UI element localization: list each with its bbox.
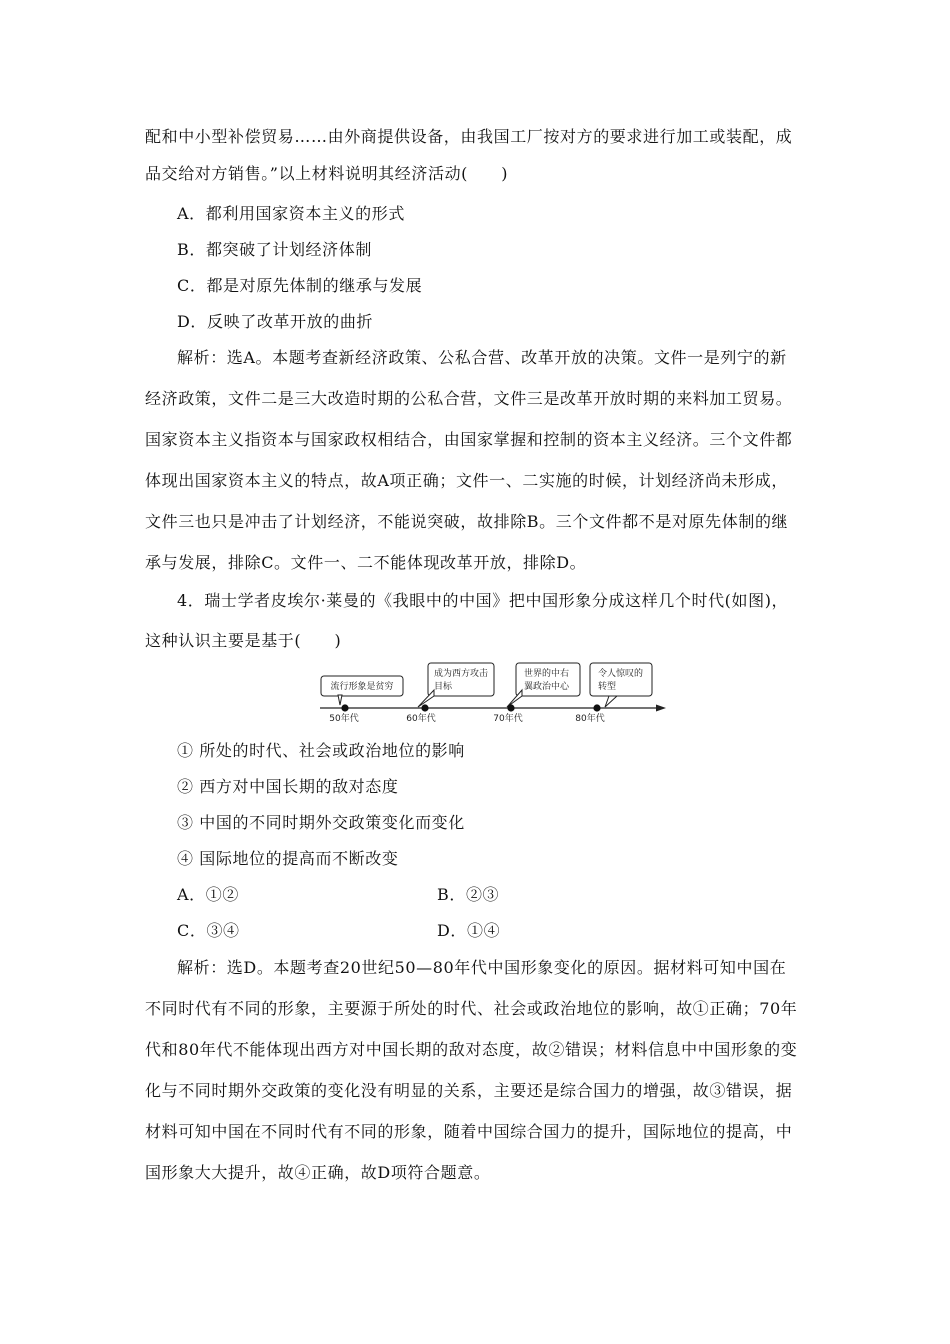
- timeline-label: 80年代: [575, 714, 605, 722]
- statement-4: ④ 国际地位的提高而不断改变: [177, 849, 399, 868]
- analysis-line: 文件三也只是冲击了计划经济，不能说突破，故排除B。三个文件都不是对原先体制的继: [145, 512, 789, 531]
- timeline-arrow-icon: [656, 705, 666, 712]
- option-c: C．都是对原先体制的继承与发展: [177, 276, 423, 295]
- timeline-box-2: [418, 663, 494, 707]
- timeline-dot: [421, 704, 428, 711]
- timeline-box-3-text-2: 翼政治中心: [524, 682, 570, 692]
- timeline-label: 50年代: [329, 714, 359, 722]
- analysis-line: 材料可知中国在不同时代有不同的形象，随着中国综合国力的提升，国际地位的提高，中: [145, 1122, 793, 1141]
- question-4-stem: 这种认识主要是基于( ): [145, 631, 342, 650]
- timeline-box-4: [590, 663, 652, 707]
- option-a: A．①②: [177, 885, 239, 904]
- option-c: C．③④: [177, 921, 240, 940]
- statement-1: ① 所处的时代、社会或政治地位的影响: [177, 741, 465, 760]
- option-b: B．都突破了计划经济体制: [177, 240, 372, 259]
- timeline-box-3: [507, 663, 580, 707]
- analysis-line: 解析：选A。本题考查新经济政策、公私合营、改革开放的决策。文件一是列宁的新: [177, 348, 787, 367]
- statement-3: ③ 中国的不同时期外交政策变化而变化: [177, 813, 465, 832]
- option-a: A．都利用国家资本主义的形式: [177, 204, 405, 223]
- analysis-line: 国形象大大提升，故④正确，故D项符合题意。: [145, 1163, 491, 1182]
- timeline-dot: [341, 704, 348, 711]
- option-b: B．②③: [437, 885, 500, 904]
- timeline-dot: [593, 704, 600, 711]
- question-4-stem: 4．瑞士学者皮埃尔·莱曼的《我眼中的中国》把中国形象分成这样几个时代(如图)，: [177, 591, 789, 610]
- timeline-box-1-text: 流行形象是贫穷: [330, 682, 394, 692]
- statement-2: ② 西方对中国长期的敌对态度: [177, 777, 399, 796]
- analysis-line: 体现出国家资本主义的特点，故A项正确；文件一、二实施的时候，计划经济尚未形成，: [145, 471, 788, 490]
- timeline-figure: [318, 660, 668, 722]
- timeline-label: 60年代: [406, 714, 436, 722]
- timeline-box-2-text-1: 成为西方攻击: [434, 669, 489, 679]
- analysis-line: 化与不同时期外交政策的变化没有明显的关系，主要还是综合国力的增强，故③错误，据: [145, 1081, 793, 1100]
- option-d: D．反映了改革开放的曲折: [177, 312, 374, 331]
- analysis-line: 解析：选D。本题考查20世纪50—80年代中国形象变化的原因。据材料可知中国在: [177, 958, 787, 977]
- text-line: 品交给对方销售。”以上材料说明其经济活动( ): [145, 164, 509, 183]
- timeline-box-1: [321, 676, 403, 705]
- timeline-box-4-text-1: 令人惊叹的: [598, 669, 644, 679]
- analysis-line: 经济政策，文件二是三大改造时期的公私合营，文件三是改革开放时期的来料加工贸易。: [145, 389, 793, 408]
- timeline-box-4-text-2: 转型: [598, 682, 617, 692]
- timeline-box-2-text-2: 目标: [434, 682, 453, 692]
- analysis-line: 代和80年代不能体现出西方对中国长期的敌对态度，故②错误；材料信息中中国形象的变: [145, 1040, 798, 1059]
- analysis-line: 不同时代有不同的形象，主要源于所处的时代、社会或政治地位的影响，故①正确；70年: [145, 999, 798, 1018]
- timeline-label: 70年代: [493, 714, 523, 722]
- option-d: D．①④: [437, 921, 501, 940]
- timeline-svg: [318, 660, 668, 722]
- timeline-dot: [507, 704, 514, 711]
- analysis-line: 国家资本主义指资本与国家政权相结合，由国家掌握和控制的资本主义经济。三个文件都: [145, 430, 793, 449]
- timeline-box-3-text-1: 世界的中右: [524, 669, 570, 679]
- text-line: 配和中小型补偿贸易……由外商提供设备，由我国工厂按对方的要求进行加工或装配，成: [145, 127, 793, 146]
- analysis-line: 承与发展，排除C。文件一、二不能体现改革开放，排除D。: [145, 553, 587, 572]
